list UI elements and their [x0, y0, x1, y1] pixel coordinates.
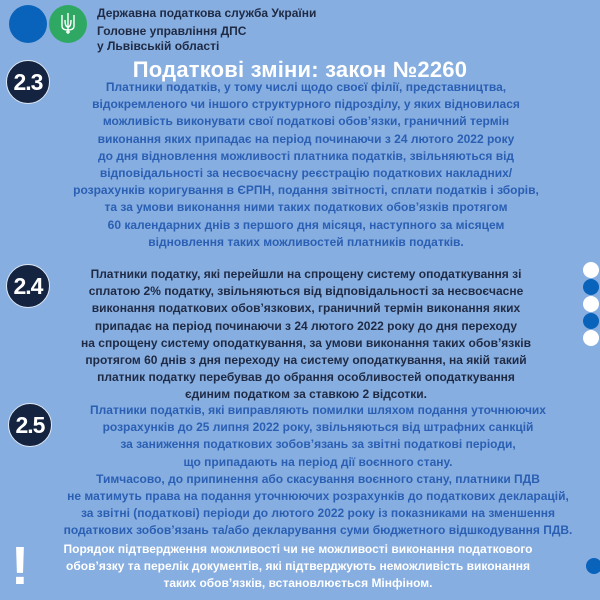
dot-blue: [583, 279, 599, 295]
text-line: Тимчасово, до припинення або скасування воєнного стану, платники ПДВ: [96, 471, 540, 486]
dot-blue-bottom: [586, 558, 600, 574]
text-line: припадає на період починаючи з 24 лютого 2022 року до дня переходу: [94, 318, 518, 333]
text-line: Платники податку, які перейшли на спрощену систему оподаткування зі: [90, 267, 522, 281]
section-2-3-text: [46, 79, 566, 251]
logo-blue-circle: [9, 5, 47, 43]
note-text: [38, 541, 558, 593]
header: [0, 0, 600, 53]
text-line: можливість виконувати свої податкові обов’язки, граничний термін: [102, 114, 510, 129]
text-line: таких обов’язків, встановлюється Мінфіном.: [163, 576, 433, 591]
text-line: та за умови виконання ними таких податкових обов’язків протягом: [104, 200, 508, 215]
text-line: сплатою 2% податку, звільняються від відповідальності за несвоєчасне: [88, 284, 524, 299]
org-line-3: у Львівській області: [97, 39, 220, 53]
exclamation-icon: !: [11, 536, 29, 596]
text-line: обов’язку та перелік документів, які підтверджують неможливість виконання: [66, 559, 530, 574]
section-badge-2-5: 2.5: [8, 403, 52, 447]
org-line-2: Головне управління ДПС: [97, 24, 247, 38]
text-line: виконання яких припадає на період починаючи з 24 лютого 2022 року: [97, 131, 515, 146]
section-badge-2-4: 2.4: [6, 264, 50, 308]
page-title: Податкові зміни: закон №2260: [132, 57, 468, 82]
org-line-1: Державна податкова служба України: [97, 6, 317, 20]
logo-green-circle: [49, 5, 87, 43]
section-2-4-text: [46, 266, 566, 404]
text-line: Платники податків, які виправляють помилки шляхом подання уточнюючих: [90, 403, 546, 417]
text-line: відповідальності за несвоєчасну реєстрацію податкових накладних/: [99, 166, 513, 181]
text-line: що припадають на період дії воєнного стану.: [183, 454, 453, 469]
text-line: за заниження податкових зобов’язань за звітні податкові періоди,: [120, 437, 516, 452]
text-line: протягом 60 днів з дня переходу на систему оподаткування, на якій такий: [85, 353, 527, 368]
dot-white: [583, 262, 599, 278]
dot-white: [583, 296, 599, 312]
dot-blue: [583, 313, 599, 329]
dot-white: [583, 330, 599, 346]
text-line: виконання податкових обов’язкових, граничний термін виконання яких: [91, 301, 521, 316]
text-line: відокремленого чи іншого структурного підрозділу, у яких відновилася: [92, 97, 520, 112]
text-line: розрахунків коригування в ЄРПН, подання звітності, сплати податків і зборів,: [73, 183, 539, 198]
organization-name: [97, 6, 316, 54]
text-line: за звітні (податкові) періоди до лютого 2022 року із показниками на зменшення: [80, 506, 556, 521]
decorative-dots: [583, 262, 599, 347]
section-badge-2-3: 2.3: [6, 60, 50, 104]
text-line: платник податку перебував до обрання особливостей оподаткування: [97, 370, 515, 385]
text-line: до дня відновлення можливості платника податків, звільняються від: [97, 148, 515, 163]
text-line: Порядок підтвердження можливості чи не можливості виконання податкового: [63, 542, 533, 556]
text-line: 60 календарних днів з першого дня місяця, наступного за місяцем: [107, 217, 505, 232]
text-line: податкових зобов’язань та/або декларування суми бюджетного відшкодування ПДВ.: [63, 523, 573, 538]
section-2-5-text: [48, 402, 588, 540]
text-line: не матимуть права на подання уточнюючих розрахунків до податкових декларацій,: [67, 489, 569, 504]
trident-icon: [60, 12, 76, 36]
text-line: Платники податків, у тому числі щодо своєї філії, представництва,: [105, 80, 507, 94]
text-line: єдиним податком за ставкою 2 відсотки.: [185, 387, 427, 402]
text-line: відновлення таких можливостей платників податків.: [148, 234, 464, 249]
text-line: розрахунків до 25 липня 2022 року, звільняються від штрафних санкцій: [102, 420, 534, 435]
text-line: на спрощену систему оподаткування, за умови виконання таких обов’язків: [81, 335, 531, 350]
